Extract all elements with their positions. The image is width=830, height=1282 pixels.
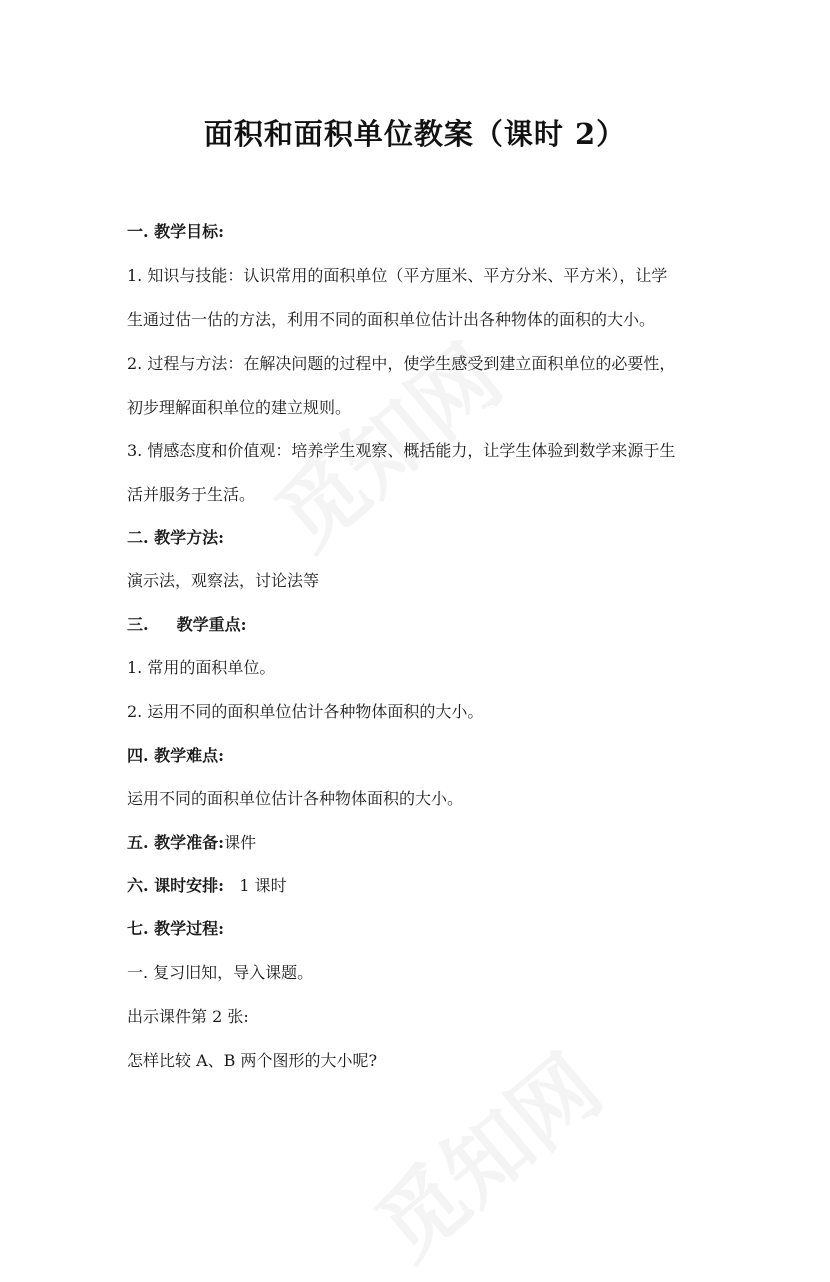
section-preparation [127, 832, 256, 854]
paragraph-line: 一. 复习旧知，导入课题。 [127, 963, 314, 982]
paragraph-line: 3. 情感态度和价值观：培养学生观察、概括能力，让学生体验到数学来源于生 [127, 441, 676, 460]
section-heading-text: 教学重点: [176, 615, 247, 634]
section-heading-objectives: 一. 教学目标: [127, 222, 225, 241]
paragraph-line: 活并服务于生活。 [127, 485, 256, 504]
section-heading-preparation: 五. 教学准备: [127, 833, 225, 852]
section-schedule [127, 875, 287, 897]
watermark [345, 1022, 622, 1282]
paragraph-line: 生通过估一估的方法，利用不同的面积单位估计出各种物体的面积的大小。 [127, 310, 656, 329]
section-heading-difficulties: 四. 教学难点: [127, 746, 225, 765]
section-number: 三. [127, 615, 149, 634]
section-heading-schedule: 六. 课时安排: [127, 876, 225, 895]
schedule-value: 1 课时 [239, 876, 287, 895]
paragraph-line: 怎样比较 A、B 两个图形的大小呢? [127, 1051, 378, 1070]
document-title: 面积和面积单位教案（课时 2） [203, 117, 627, 151]
section-heading-process: 七. 教学过程: [127, 919, 225, 938]
paragraph-line: 出示课件第 2 张: [127, 1007, 249, 1026]
list-item: 2. 运用不同的面积单位估计各种物体面积的大小。 [127, 702, 484, 721]
list-item: 1. 常用的面积单位。 [127, 658, 276, 677]
paragraph-line: 初步理解面积单位的建立规则。 [127, 398, 352, 417]
paragraph-line: 运用不同的面积单位估计各种物体面积的大小。 [127, 789, 464, 808]
section-heading-methods: 二. 教学方法: [127, 528, 225, 547]
paragraph-line: 2. 过程与方法：在解决问题的过程中，使学生感受到建立面积单位的必要性， [127, 354, 676, 373]
paragraph-line: 演示法，观察法，讨论法等 [127, 571, 320, 590]
section-heading-key-points [127, 614, 247, 636]
preparation-value: 课件 [224, 833, 257, 852]
paragraph-line: 1. 知识与技能：认识常用的面积单位（平方厘米、平方分米、平方米），让学 [127, 266, 668, 285]
